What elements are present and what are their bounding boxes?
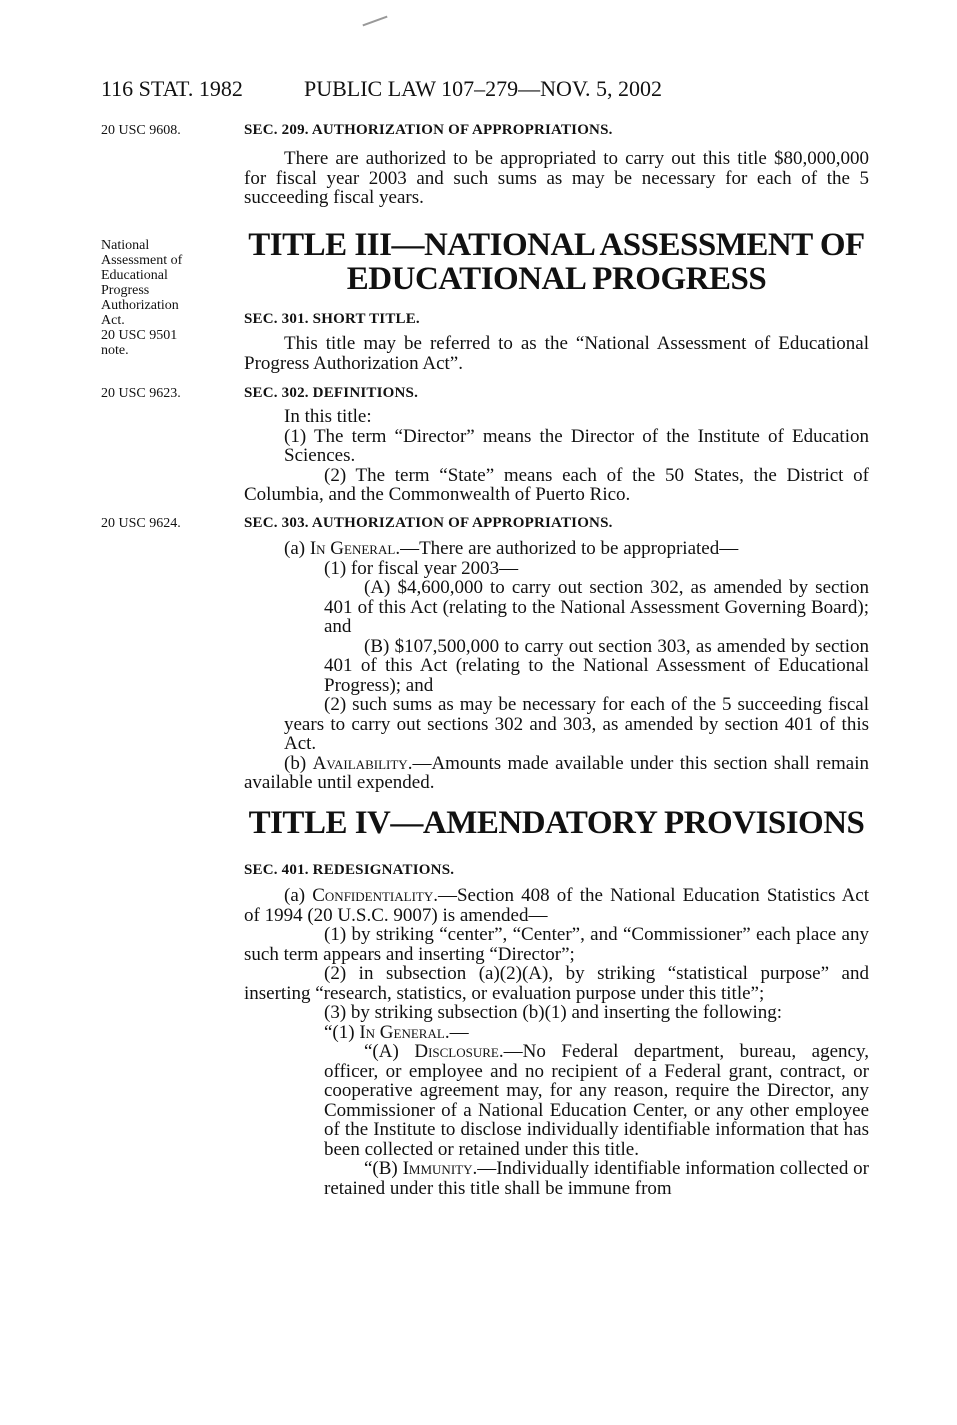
sec-209-heading: SEC. 209. AUTHORIZATION OF APPROPRIATIONS. [244, 122, 613, 138]
margin-note-9608: 20 USC 9608. [101, 123, 181, 138]
sec-401-quoted-1: “(1) In General.— [324, 1021, 469, 1043]
sec-302-heading: SEC. 302. DEFINITIONS. [244, 385, 419, 401]
sec-301-text: This title may be referred to as the “National Assessment of Educational Progress Authorization Act”. [244, 333, 869, 374]
sec-303-subsec-b: (b) Availability.—Amounts made available under this section shall remain available until expended. [244, 752, 869, 793]
sec-303-heading: SEC. 303. AUTHORIZATION OF APPROPRIATIONS. [244, 515, 613, 531]
sec-301-body [244, 334, 869, 373]
sec-401-a-3: (3) by striking subsection (b)(1) and inserting the following: [324, 1002, 783, 1023]
sec-303-a-2: (2) such sums as may be necessary for each of the 5 succeeding fiscal years to carry out sections 302 and 303, as amended by section 401 of this Act. [284, 694, 869, 754]
sec-401-body [244, 886, 869, 1198]
sec-301-heading: SEC. 301. SHORT TITLE. [244, 311, 420, 327]
margin-note-naep-act: National Assessment of Educational Progress Authorization Act. 20 USC 9501 note. [101, 238, 183, 358]
page-running-head: PUBLIC LAW 107–279—NOV. 5, 2002 [304, 76, 662, 101]
title-4-heading: TITLE IV—AMENDATORY PROVISIONS [248, 805, 865, 841]
margin-note-9624: 20 USC 9624. [101, 516, 181, 531]
page-stat-number: 116 STAT. 1982 [101, 76, 243, 101]
sec-303-a-1-A: (A) $4,600,000 to carry out section 302, as amended by section 401 of this Act (relating to the National Assessment Governing Board); and [324, 577, 869, 637]
scan-mark [362, 16, 387, 27]
title-3-heading [244, 228, 869, 296]
sec-209-text: There are authorized to be appropriated to carry out this title $80,000,000 for fiscal year 2003 and such sums as may be necessary for each of the 5 succeeding fiscal years. [244, 148, 869, 208]
sec-401-a-1: (1) by striking “center”, “Center”, and “Commissioner” each place any such term appears and inserting “Director”; [244, 924, 869, 965]
sec-401-heading: SEC. 401. REDESIGNATIONS. [244, 862, 455, 878]
sec-302-intro: In this title: [284, 406, 372, 427]
sec-302-para-1: (1) The term “Director” means the Director of the Institute of Education Sciences. [284, 425, 869, 466]
sec-303-a-1-B: (B) $107,500,000 to carry out section 303, as amended by section 401 of this Act (relating to the National Assessment of Educational Progress); and [324, 635, 869, 696]
sec-303-body [244, 539, 869, 793]
sec-401-subsec-a: (a) Confidentiality.—Section 408 of the National Education Statistics Act of 1994 (20 U.S.C. 9007) is amended— [244, 885, 870, 926]
sec-302-para-2: (2) The term “State” means each of the 50 States, the District of Columbia, and the Commonwealth of Puerto Rico. [244, 464, 869, 505]
sec-303-subsec-a: (a) In General.—There are authorized to be appropriated— [284, 538, 739, 559]
margin-note-9623: 20 USC 9623. [101, 386, 181, 401]
sec-303-a-1: (1) for fiscal year 2003— [324, 557, 519, 579]
sec-401-a-2: (2) in subsection (a)(2)(A), by striking “statistical purpose” and inserting “research, statistics, or evaluation purpose under this title”; [244, 963, 869, 1004]
sec-401-quoted-B: “(B) Immunity.—Individually identifiable information collected or retained under this title shall be immune from [324, 1158, 870, 1199]
title-3-line-1: TITLE III—NATIONAL ASSESSMENT OF [248, 227, 865, 263]
sec-302-body [244, 407, 869, 505]
title-3-line-2: EDUCATIONAL PROGRESS [346, 261, 767, 297]
sec-209-body [244, 149, 869, 208]
sec-401-quoted-A: “(A) Disclosure.—No Federal department, bureau, agency, officer, or employee and no recipient of a Federal grant, contract, or cooperative agreement may, for any reason, require the Director, any Commissioner of a National Education Center, or any other employee of the Institute to disclose individually identifiable information that has been collected or retained under this title. [324, 1041, 869, 1160]
